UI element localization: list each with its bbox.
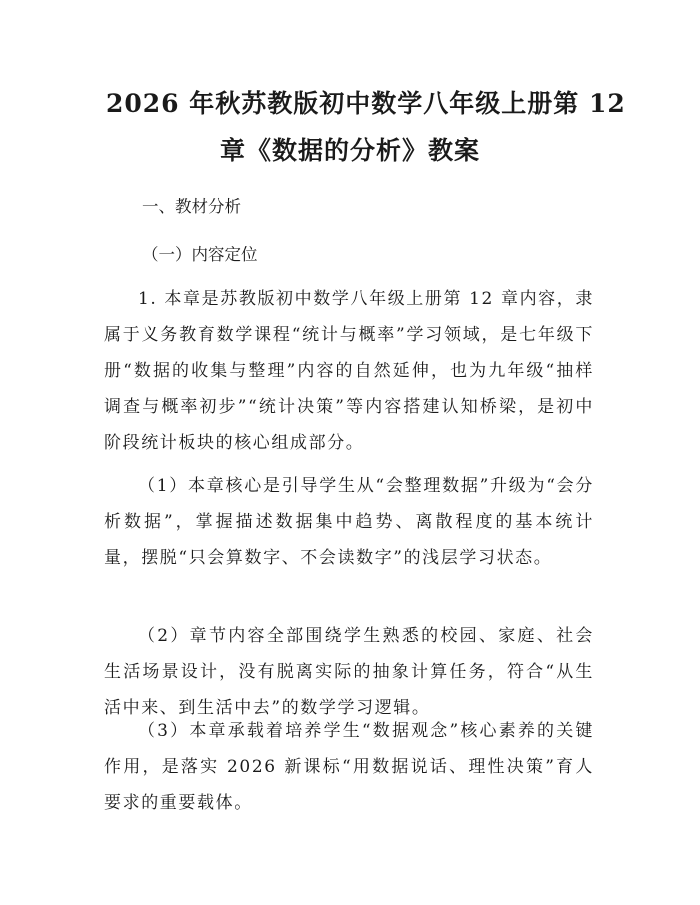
paragraph-point-1: （1）本章核心是引导学生从“会整理数据”升级为“会分析数据”，掌握描述数据集中趋势、离散程度的基本统计量，摆脱“只会算数字、不会读数字”的浅层学习状态。 <box>104 476 594 568</box>
paragraph-point-3: （3）本章承载着培养学生“数据观念”核心素养的关键作用，是落实 2026 新课标“用数据说话、理性决策”育人要求的重要载体。 <box>104 721 594 813</box>
section-heading-textbook-analysis: 一、教材分析 <box>142 197 241 216</box>
subsection-heading-content-positioning: （一）内容定位 <box>142 245 258 264</box>
document-title-line-1: 2026 年秋苏教版初中数学八年级上册第 12 <box>106 89 626 118</box>
paragraph-chapter-overview: 1. 本章是苏教版初中数学八年级上册第 12 章内容，隶属于义务教育数学课程“统计与概率”学习领域，是七年级下册“数据的收集与整理”内容的自然延伸，也为九年级“抽样调查与概率初步”“统计决策”等内容搭建认知桥梁，是初中阶段统计板块的核心组成部分。 <box>104 289 594 453</box>
document-title-line-2: 章《数据的分析》教案 <box>219 136 480 165</box>
paragraph-point-2: （2）章节内容全部围绕学生熟悉的校园、家庭、社会生活场景设计，没有脱离实际的抽象计算任务，符合“从生活中来、到生活中去”的数学学习逻辑。 <box>104 626 594 718</box>
